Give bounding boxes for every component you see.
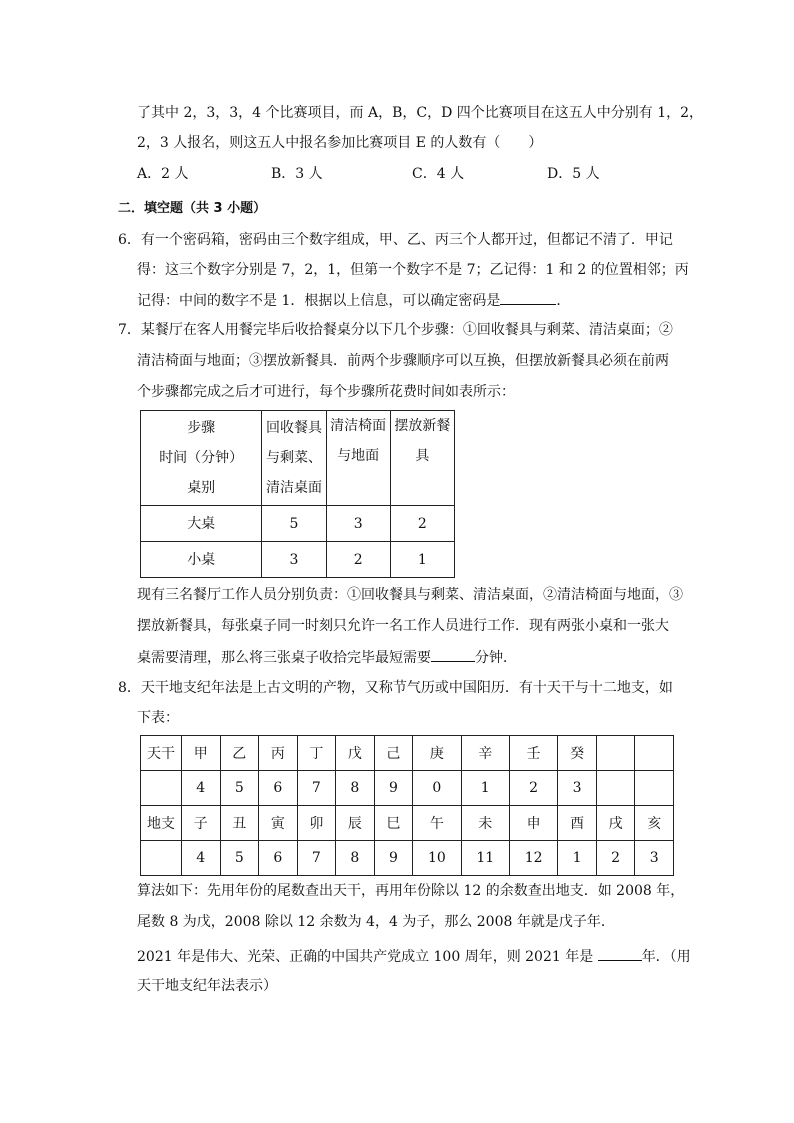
dizhi-num-row bbox=[141, 841, 674, 876]
q8-line-1: 8．天干地支纪年法是上古文明的产物，又称节气历或中国阳历．有十天干与十二地支，如 bbox=[118, 680, 673, 696]
tiangan-cell: 辛 bbox=[461, 736, 509, 771]
dizhi-num-cell: 9 bbox=[374, 841, 413, 876]
tiangan-row bbox=[141, 736, 674, 771]
q8-after-1: 算法如下：先用年份的尾数查出天干，再用年份除以 12 的余数查出地支．如 2008 年， bbox=[137, 883, 685, 899]
q5-options bbox=[137, 163, 677, 183]
tiangan-label: 天干 bbox=[141, 736, 182, 771]
dizhi-num-cell: 5 bbox=[220, 841, 259, 876]
cleaning-time-table bbox=[140, 410, 455, 578]
q7-after-3 bbox=[137, 647, 517, 668]
tiangan-num-cell: 8 bbox=[336, 771, 375, 806]
table-row bbox=[141, 542, 455, 578]
tiangan-cell: 癸 bbox=[558, 736, 597, 771]
tiangan-num-cell: 7 bbox=[297, 771, 336, 806]
q6-line-3-end: ． bbox=[556, 293, 571, 309]
row-label: 小桌 bbox=[141, 542, 262, 578]
q7-after-3-text: 桌需要清理，那么将三张桌子收拾完毕最短需要 bbox=[137, 650, 431, 666]
header-step-2: 清洁椅面 与地面 bbox=[326, 411, 390, 506]
q5-option-b[interactable]: B．3 人 bbox=[271, 166, 323, 182]
tiangan-num-cell: 1 bbox=[461, 771, 509, 806]
dizhi-num-cell: 1 bbox=[558, 841, 597, 876]
dizhi-label: 地支 bbox=[141, 806, 182, 841]
header-step-3: 摆放新餐 具 bbox=[390, 411, 454, 506]
dizhi-cell: 子 bbox=[182, 806, 221, 841]
q8-after-2: 尾数 8 为戊，2008 除以 12 余数为 4，4 为子，那么 2008 年就是戊子年． bbox=[137, 914, 615, 930]
empty-cell bbox=[141, 771, 182, 806]
tiangan-num-cell: 4 bbox=[182, 771, 221, 806]
tiangan-cell: 甲 bbox=[182, 736, 221, 771]
empty-cell bbox=[596, 736, 635, 771]
empty-cell bbox=[596, 771, 635, 806]
dizhi-num-cell: 3 bbox=[635, 841, 674, 876]
row-label: 大桌 bbox=[141, 506, 262, 542]
tiangan-num-cell: 0 bbox=[413, 771, 461, 806]
q8-after-3-text: 2021 年是伟大、光荣、正确的中国共产党成立 100 周年，则 2021 年是 bbox=[137, 949, 598, 965]
q6-line-3-text: 记得：中间的数字不是 1．根据以上信息，可以确定密码是 bbox=[137, 293, 501, 309]
dizhi-row bbox=[141, 806, 674, 841]
q8-after-4: 天干地支纪年法表示） bbox=[137, 978, 277, 994]
tiangan-num-row bbox=[141, 771, 674, 806]
empty-cell bbox=[635, 771, 674, 806]
tiangan-num-cell: 5 bbox=[220, 771, 259, 806]
dizhi-num-cell: 10 bbox=[413, 841, 461, 876]
q6-answer-blank[interactable] bbox=[500, 290, 556, 305]
q8-after-3 bbox=[137, 946, 691, 967]
q5-option-c[interactable]: C．4 人 bbox=[412, 166, 465, 182]
q5-option-a[interactable]: A．2 人 bbox=[137, 166, 189, 182]
tiangan-num-cell: 2 bbox=[509, 771, 557, 806]
dizhi-cell: 寅 bbox=[259, 806, 298, 841]
dizhi-cell: 申 bbox=[509, 806, 557, 841]
q5-option-d[interactable]: D．5 人 bbox=[547, 166, 600, 182]
tiangan-num-cell: 3 bbox=[558, 771, 597, 806]
q7-line-1: 7．某餐厅在客人用餐完毕后收拾餐桌分以下几个步骤：①回收餐具与剩菜、清洁桌面；② bbox=[118, 322, 673, 338]
dizhi-cell: 酉 bbox=[558, 806, 597, 841]
tiangan-num-cell: 6 bbox=[259, 771, 298, 806]
q8-answer-blank[interactable] bbox=[598, 946, 642, 961]
tiangan-num-cell: 9 bbox=[374, 771, 413, 806]
tiangan-cell: 壬 bbox=[509, 736, 557, 771]
dizhi-num-cell: 7 bbox=[297, 841, 336, 876]
q8-line-2: 下表： bbox=[137, 710, 179, 726]
dizhi-num-cell: 6 bbox=[259, 841, 298, 876]
tiangan-cell: 己 bbox=[374, 736, 413, 771]
q5-line-2: 2，3 人报名，则这五人中报名参加比赛项目 E 的人数有（ ） bbox=[137, 135, 543, 151]
empty-cell bbox=[141, 841, 182, 876]
table-header-row bbox=[141, 411, 455, 506]
dizhi-cell: 巳 bbox=[374, 806, 413, 841]
q5-line-1: 了其中 2，3，3，4 个比赛项目，而 A，B，C，D 四个比赛项目在这五人中分别有 1，2， bbox=[137, 105, 704, 121]
table-cell: 5 bbox=[262, 506, 326, 542]
table-cell: 3 bbox=[326, 506, 390, 542]
tiangan-cell: 乙 bbox=[220, 736, 259, 771]
table-row bbox=[141, 506, 455, 542]
tiangan-cell: 庚 bbox=[413, 736, 461, 771]
tiangan-cell: 戊 bbox=[336, 736, 375, 771]
q6-line-2: 得：这三个数字分别是 7，2，1，但第一个数字不是 7；乙记得：1 和 2 的位置相邻；丙 bbox=[137, 262, 689, 278]
tiangan-cell: 丙 bbox=[259, 736, 298, 771]
q7-answer-blank[interactable] bbox=[431, 647, 475, 662]
section-title: 二．填空题（共 3 小题） bbox=[118, 201, 267, 216]
dizhi-cell: 午 bbox=[413, 806, 461, 841]
table-cell: 1 bbox=[390, 542, 454, 578]
q6-line-3 bbox=[137, 290, 570, 311]
dizhi-cell: 卯 bbox=[297, 806, 336, 841]
dizhi-cell: 未 bbox=[461, 806, 509, 841]
dizhi-cell: 戌 bbox=[596, 806, 635, 841]
dizhi-cell: 丑 bbox=[220, 806, 259, 841]
q7-after-2: 摆放新餐具，每张桌子同一时刻只允许一名工作人员进行工作．现有两张小桌和一张大 bbox=[137, 618, 669, 634]
table-cell: 2 bbox=[390, 506, 454, 542]
q7-after-1: 现有三名餐厅工作人员分别负责：①回收餐具与剩菜、清洁桌面，②清洁椅面与地面，③ bbox=[137, 587, 683, 603]
q8-after-3-end: 年．（用 bbox=[641, 949, 691, 965]
dizhi-cell: 辰 bbox=[336, 806, 375, 841]
table-corner-cell: 步骤 时间（分钟） 桌别 bbox=[141, 411, 262, 506]
dizhi-num-cell: 2 bbox=[596, 841, 635, 876]
tiangan-cell: 丁 bbox=[297, 736, 336, 771]
dizhi-num-cell: 4 bbox=[182, 841, 221, 876]
dizhi-num-cell: 8 bbox=[336, 841, 375, 876]
q6-line-1: 6．有一个密码箱，密码由三个数字组成，甲、乙、丙三个人都开过，但都记不清了．甲记 bbox=[118, 232, 673, 248]
dizhi-num-cell: 12 bbox=[509, 841, 557, 876]
table-cell: 3 bbox=[262, 542, 326, 578]
header-step-1: 回收餐具 与剩菜、 清洁桌面 bbox=[262, 411, 326, 506]
empty-cell bbox=[635, 736, 674, 771]
q7-line-3: 个步骤都完成之后才可进行，每个步骤所花费时间如表所示： bbox=[137, 384, 515, 400]
ganzhi-table bbox=[140, 735, 674, 876]
q7-line-2: 清洁椅面与地面；③摆放新餐具．前两个步骤顺序可以互换，但摆放新餐具必须在前两 bbox=[137, 353, 669, 369]
dizhi-cell: 亥 bbox=[635, 806, 674, 841]
table-cell: 2 bbox=[326, 542, 390, 578]
dizhi-num-cell: 11 bbox=[461, 841, 509, 876]
q7-after-3-end: 分钟． bbox=[475, 650, 517, 666]
